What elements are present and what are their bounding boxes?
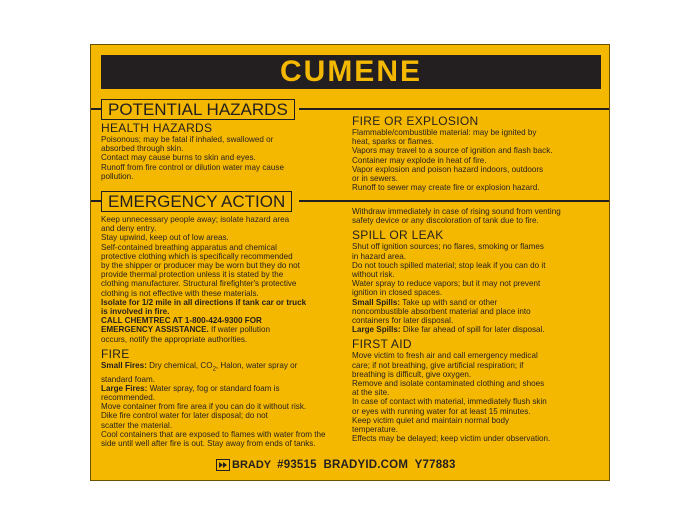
fire-continued-line: Withdraw immediately in case of rising sound from venting [352, 207, 561, 216]
emergency-line: provide thermal protection unless it is stated by the [101, 270, 284, 280]
small-fires-text: Dry chemical, CO [146, 360, 213, 370]
emergency-line: Stay upwind, keep out of low areas. [101, 233, 229, 243]
emergency-line: and deny entry. [101, 224, 157, 234]
fire-explosion-heading: FIRE OR EXPLOSION [352, 114, 479, 128]
footer [216, 457, 516, 473]
first-aid-line: care; if not breathing, give artificial respiration; if [352, 360, 524, 370]
spill-line: Shut off ignition sources; no flares, smoking or flames [352, 242, 544, 252]
first-aid-line: or eyes with running water for at least 15 minutes. [352, 406, 531, 416]
large-spills-text: Dike far ahead of spill for later disposal. [400, 325, 545, 335]
emergency-line: clothing manufacturer. Structural firefighter's protective [101, 279, 297, 289]
divider-right [299, 200, 610, 202]
fire-explosion-line: Flammable/combustible material: may be ignited by [352, 128, 537, 137]
isolate-line: Isolate for 1/2 mile in all directions if tank car or truck [101, 297, 307, 307]
fire-line [101, 384, 346, 393]
small-fires-label: Small Fires: [101, 360, 147, 370]
spill-line: in hazard area. [352, 251, 406, 261]
chemical-name: CUMENE [279, 55, 422, 88]
fire-explosion-line: Vapors may travel to a source of ignition and flash back. [352, 146, 553, 156]
first-aid-line: Keep victim quiet and maintain normal body [352, 415, 510, 425]
chemtrec-line [101, 316, 346, 325]
small-fires-text: , Halon, water spray or [215, 360, 298, 370]
emergency-line: protective clothing which is specifically recommended [101, 251, 293, 261]
chemtrec-bold: CALL CHEMTREC AT 1-800-424-9300 FOR [101, 316, 262, 326]
potential-hazards-heading: POTENTIAL HAZARDS [101, 99, 295, 120]
emergency-action-left-column [101, 215, 346, 448]
emergency-line: clothing is not effective with these materials. [101, 288, 259, 298]
chemtrec-line [101, 325, 346, 334]
chemtrec-text: If water pollution [208, 325, 270, 335]
health-line: pollution. [101, 171, 134, 181]
spill-line: containers for later disposal. [352, 316, 454, 326]
fire-line [101, 361, 346, 375]
divider-right [299, 108, 610, 110]
spill-line: without risk. [352, 270, 395, 280]
emergency-line: Keep unnecessary people away; isolate hazard area [101, 215, 290, 224]
fire-line: Dike fire control water for later disposal; do not [101, 411, 268, 421]
health-hazards-heading: HEALTH HAZARDS [101, 121, 213, 135]
chemtrec-line: occurs, notify the appropriate authorities. [101, 334, 248, 344]
health-line: Contact may cause burns to skin and eyes. [101, 153, 256, 163]
spill-heading: SPILL OR LEAK [352, 228, 444, 243]
isolate-line: is involved in fire. [101, 307, 170, 317]
fire-line: recommended. [101, 393, 155, 403]
large-fires-label: Large Fires: [101, 383, 148, 393]
small-spills-label: Small Spills: [352, 297, 401, 307]
brand-name: BRADY [232, 459, 272, 471]
health-line: Runoff from fire control or dilution water may cause [101, 162, 284, 172]
health-hazards-section [101, 122, 341, 181]
fire-explosion-line: Vapor explosion and poison hazard indoors, outdoors [352, 164, 544, 174]
hazard-label [90, 44, 610, 481]
emergency-line: by the shipper or producer may be worn but they do not [101, 261, 300, 271]
fire-continued-line: safety device or any discoloration of tank due to fire. [352, 216, 539, 226]
emergency-action-heading: EMERGENCY ACTION [101, 191, 292, 212]
large-fires-text: Water spray, fog or standard foam is [147, 383, 280, 393]
fire-line: standard foam. [101, 374, 155, 384]
divider-left [91, 108, 101, 110]
large-spills-label: Large Spills: [352, 325, 401, 335]
chemtrec-bold: EMERGENCY ASSISTANCE. [101, 325, 209, 335]
fire-explosion-line: Runoff to sewer may create fire or explosion hazard. [352, 183, 540, 193]
first-aid-line: breathing is difficult, give oxygen. [352, 369, 472, 379]
fire-explosion-line: heat, sparks or flames. [352, 137, 434, 147]
fire-explosion-line: Container may explode in heat of fire. [352, 155, 487, 165]
first-aid-line: at the site. [352, 388, 390, 398]
emergency-line: Self-contained breathing apparatus and chemical [101, 242, 277, 252]
fire-explosion-section [352, 115, 607, 192]
brady-mark-icon [216, 459, 230, 471]
spill-line [352, 298, 607, 307]
fire-line: scatter the material. [101, 420, 173, 430]
first-aid-line: Effects may be delayed; keep victim under observation. [352, 434, 551, 444]
health-line: Poisonous; may be fatal if inhaled, swallowed or [101, 135, 274, 144]
spill-line: ignition in closed spaces. [352, 288, 442, 298]
spill-line: noncombustible absorbent material and place into [352, 306, 531, 316]
first-aid-line: temperature. [352, 425, 398, 435]
fire-line: side until well after fire is out. Stay away from ends of tanks. [101, 439, 316, 449]
brady-logo [216, 459, 271, 471]
divider-left [91, 200, 101, 202]
first-aid-line: Remove and isolate contaminated clothing and shoes [352, 379, 545, 389]
product-code: #93515 BRADYID.COM Y77883 [277, 459, 456, 471]
small-spills-text: Take up with sand or other [400, 297, 498, 307]
spill-line: Water spray to reduce vapors; but it may not prevent [352, 279, 541, 289]
spill-line: Do not touch spilled material; stop leak if you can do it [352, 260, 546, 270]
fire-line: Cool containers that are exposed to flames with water from the [101, 429, 326, 439]
fire-heading: FIRE [101, 346, 130, 361]
first-aid-line: In case of contact with material, immediately flush skin [352, 397, 547, 407]
fire-explosion-line: or in sewers. [352, 174, 398, 184]
fire-line: Move container from fire area if you can do it without risk. [101, 402, 307, 412]
title-bar [101, 55, 601, 89]
health-line: absorbed through skin. [101, 144, 184, 154]
first-aid-heading: FIRST AID [352, 337, 412, 352]
first-aid-line: Move victim to fresh air and call emergency medical [352, 351, 538, 361]
co2-subscript: 2 [212, 366, 216, 373]
emergency-action-right-column [352, 207, 607, 443]
spill-line [352, 325, 607, 334]
